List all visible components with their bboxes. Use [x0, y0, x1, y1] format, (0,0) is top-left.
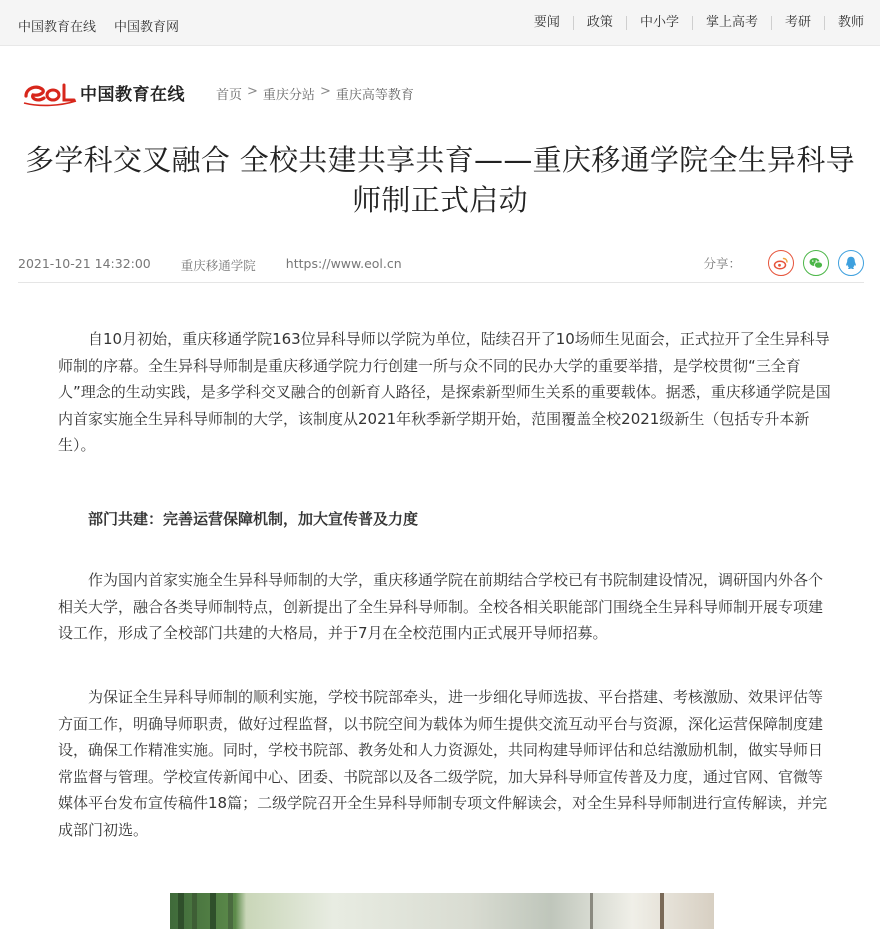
article-title: 多学科交叉融合 全校共建共享共育——重庆移通学院全生异科导师制正式启动	[25, 143, 855, 217]
breadcrumb-separator: >	[247, 84, 258, 99]
article-source: 重庆移通学院	[180, 258, 256, 273]
breadcrumb-higher-ed[interactable]: 重庆高等教育	[335, 88, 414, 103]
meta-divider	[18, 282, 864, 283]
share-wechat-button[interactable]	[803, 250, 829, 276]
share-qq-button[interactable]	[838, 250, 864, 276]
share-weibo-button[interactable]	[768, 250, 794, 276]
share-bar	[703, 250, 864, 276]
breadcrumb-chongqing[interactable]: 重庆分站	[262, 88, 315, 103]
breadcrumb-separator: >	[319, 84, 331, 99]
wechat-icon	[808, 255, 824, 271]
site-header	[22, 74, 185, 110]
eol-logo-icon	[22, 77, 78, 107]
article-paragraph: 自10月初始，重庆移通学院163位异科导师以学院为单位，陆续召开了10场师生见面会，正式拉开了全生异科导师制的序幕。全生异科导师制是重庆移通学院力行创建一所与众不同的民办大学的重要举措，是学校贯彻“三全育人”理念的生动实践，是多学科交叉融合的创新育人路径，是探索新型师生关系的重要载体。据悉，重庆移通学院是国内首家实施全生异科导师制的大学，该制度从2021年秋季新学期开始，范围覆盖全校2021级新生（包括专升本新生）。	[58, 330, 831, 454]
nav-k12[interactable]: 中小学	[626, 16, 692, 30]
nav-news[interactable]: 要闻	[533, 15, 560, 30]
site-logo[interactable]	[22, 77, 185, 107]
nav-gaokao[interactable]: 掌上高考	[692, 16, 771, 30]
weibo-icon	[773, 255, 789, 271]
publish-date: 2021-10-21 14:32:00	[18, 256, 151, 271]
top-right-links	[521, 16, 864, 30]
article-paragraph: 作为国内首家实施全生异科导师制的大学，重庆移通学院在前期结合学校已有书院制建设情况，调研国内外各个相关大学，融合各类导师制特点，创新提出了全生异科导师制。全校各相关职能部门围绕全生异科导师制开展专项建设工作，形成了全校部门共建的大格局，并于7月在全校范围内正式展开导师招募。	[58, 571, 824, 642]
article-photo	[170, 893, 714, 929]
logo-text: 中国教育在线	[80, 84, 185, 105]
qq-icon	[843, 255, 859, 271]
link-eol[interactable]: 中国教育在线	[18, 20, 97, 35]
nav-kaoyan[interactable]: 考研	[771, 16, 824, 30]
article-subheading: 部门共建：完善运营保障机制，加大宣传普及力度	[88, 510, 419, 528]
top-left-links	[18, 16, 179, 35]
share-label: 分享：	[703, 256, 741, 271]
article-paragraph: 为保证全生异科导师制的顺利实施，学校书院部牵头，进一步细化导师选拔、平台搭建、考核激励、效果评估等方面工作，明确导师职责，做好过程监督，以书院空间为载体为师生提供交流互动平台与资源，深化运营保障制度建设，确保工作精准实施。同时，学校书院部、教务处和人力资源处，共同构建导师评估和总结激励机制，做实导师日常监督与管理。学校宣传新闻中心、团委、书院部以及各二级学院，加大异科导师宣传普及力度，通过官网、官微等媒体平台发布宣传稿件18篇；二级学院召开全生异科导师制专项文件解读会，对全生异科导师制进行宣传解读，并完成部门初选。	[58, 688, 828, 839]
breadcrumb-home[interactable]: 首页	[216, 88, 243, 103]
nav-policy[interactable]: 政策	[573, 16, 626, 30]
article-meta	[18, 256, 402, 274]
top-navigation-bar	[0, 0, 880, 46]
nav-teacher[interactable]: 教师	[824, 16, 864, 30]
link-edu-cn[interactable]: 中国教育网	[114, 20, 180, 35]
source-url: https://www.eol.cn	[285, 256, 402, 271]
breadcrumb	[216, 84, 414, 103]
